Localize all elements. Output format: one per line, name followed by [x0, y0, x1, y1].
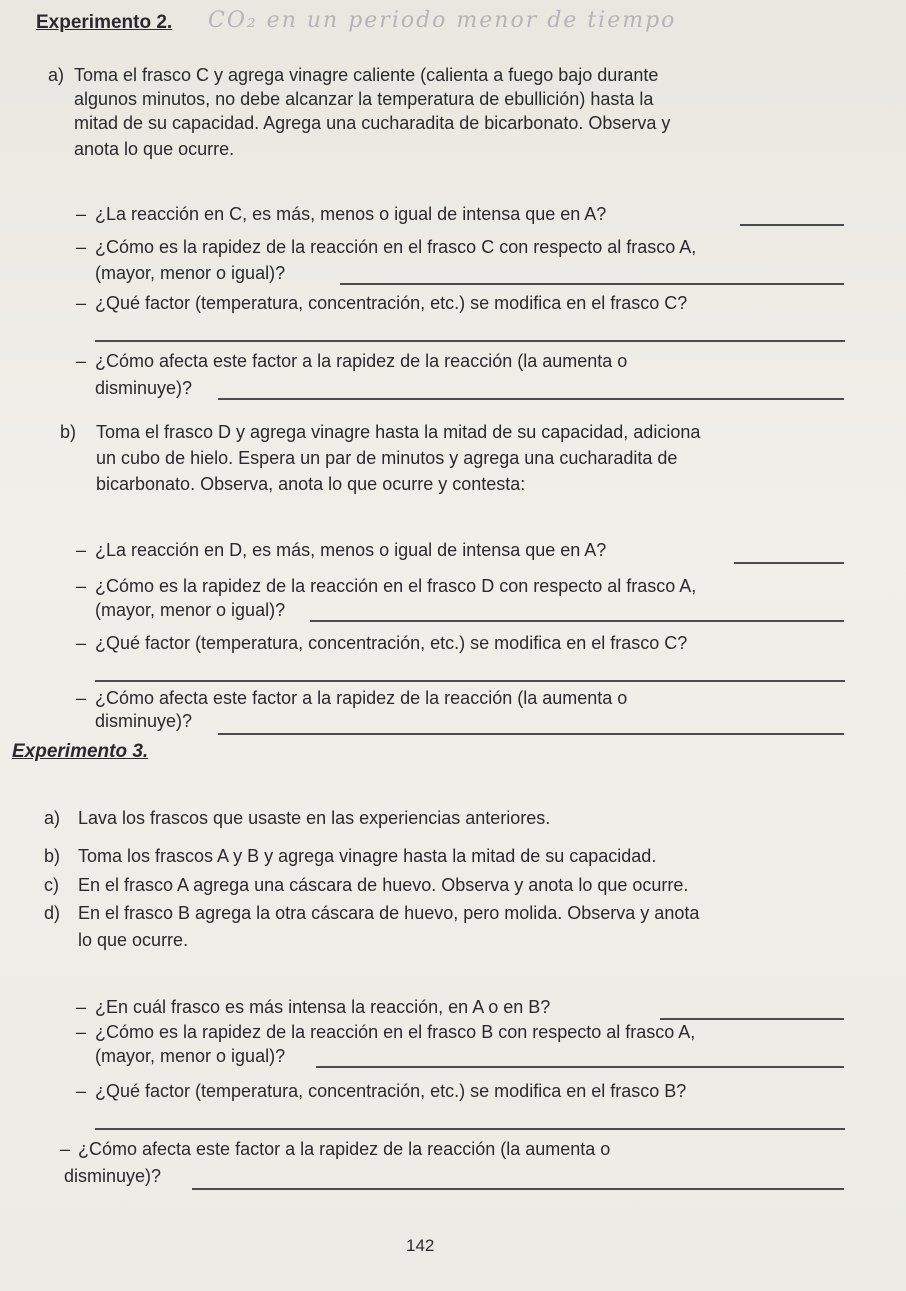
dash: – [76, 576, 87, 596]
dash: – [76, 540, 87, 560]
answer-line-2b-4[interactable] [218, 733, 844, 735]
answer-line-3-4[interactable] [192, 1188, 844, 1190]
answer-line-3-1[interactable] [660, 1018, 844, 1020]
question-2b-3: ¿Qué factor (temperatura, concentración, etc.) se modifica en el frasco C? [95, 633, 688, 653]
dash: – [60, 1139, 71, 1159]
step-a-line-3: mitad de su capacidad. Agrega una cucharadita de bicarbonato. Observa y [74, 113, 671, 133]
step-3c: En el frasco A agrega una cáscara de huevo. Observa y anota lo que ocurre. [78, 875, 689, 895]
step-a-line-1: Toma el frasco C y agrega vinagre caliente (calienta a fuego bajo durante [74, 65, 659, 85]
experiment-3-title: Experimento 3. [12, 741, 149, 762]
question-2a-4-line-2: disminuye)? [95, 378, 193, 398]
dash: – [76, 293, 87, 313]
question-2a-2-line-2: (mayor, menor o igual)? [95, 263, 286, 283]
step-3b: Toma los frascos A y B y agrega vinagre hasta la mitad de su capacidad. [78, 846, 657, 866]
question-3-1: ¿En cuál frasco es más intensa la reacción, en A o en B? [95, 997, 551, 1017]
answer-line-2a-3[interactable] [95, 340, 845, 342]
answer-line-3-2[interactable] [316, 1066, 844, 1068]
question-2a-4-line-1: ¿Cómo afecta este factor a la rapidez de la reacción (la aumenta o [95, 351, 628, 371]
question-3-2-line-1: ¿Cómo es la rapidez de la reacción en el frasco B con respecto al frasco A, [95, 1022, 696, 1042]
dash: – [76, 633, 87, 653]
question-2b-1: ¿La reacción en D, es más, menos o igual de intensa que en A? [95, 540, 607, 560]
question-2b-2-line-2: (mayor, menor o igual)? [95, 600, 286, 620]
step-3c-label: c) [44, 875, 59, 895]
dash: – [76, 204, 87, 224]
handwritten-note: CO₂ en un periodo menor de tiempo [208, 8, 677, 33]
dash: – [76, 997, 87, 1017]
dash: – [76, 688, 87, 708]
step-a-line-4: anota lo que ocurre. [74, 139, 235, 159]
step-3d-line-2: lo que ocurre. [78, 930, 189, 950]
dash: – [76, 1081, 87, 1101]
step-3d-label: d) [44, 903, 61, 923]
question-3-2-line-2: (mayor, menor o igual)? [95, 1046, 286, 1066]
question-3-4-line-1: ¿Cómo afecta este factor a la rapidez de la reacción (la aumenta o [78, 1139, 611, 1159]
dash: – [76, 237, 87, 257]
experiment-2-title: Experimento 2. [36, 12, 173, 33]
question-2b-2-line-1: ¿Cómo es la rapidez de la reacción en el frasco D con respecto al frasco A, [95, 576, 697, 596]
answer-line-2b-1[interactable] [734, 562, 844, 564]
step-3d-line-1: En el frasco B agrega la otra cáscara de huevo, pero molida. Observa y anota [78, 903, 700, 923]
step-b-line-3: bicarbonato. Observa, anota lo que ocurre y contesta: [96, 474, 526, 494]
step-3a-label: a) [44, 808, 61, 828]
step-b-line-1: Toma el frasco D y agrega vinagre hasta la mitad de su capacidad, adiciona [96, 422, 701, 442]
answer-line-2a-4[interactable] [218, 398, 844, 400]
answer-line-2b-3[interactable] [95, 680, 845, 682]
question-2b-4-line-1: ¿Cómo afecta este factor a la rapidez de la reacción (la aumenta o [95, 688, 628, 708]
question-2a-3: ¿Qué factor (temperatura, concentración, etc.) se modifica en el frasco C? [95, 293, 688, 313]
question-2b-4-line-2: disminuye)? [95, 711, 193, 731]
page-number: 142 [406, 1236, 435, 1255]
question-3-3: ¿Qué factor (temperatura, concentración, etc.) se modifica en el frasco B? [95, 1081, 687, 1101]
question-3-4-line-2: disminuye)? [64, 1166, 162, 1186]
dash: – [76, 351, 87, 371]
step-3a: Lava los frascos que usaste en las experiencias anteriores. [78, 808, 551, 828]
answer-line-2b-2[interactable] [310, 620, 844, 622]
step-a-label: a) [48, 65, 65, 85]
step-b-label: b) [60, 422, 77, 442]
step-a-line-2: algunos minutos, no debe alcanzar la temperatura de ebullición) hasta la [74, 89, 654, 109]
answer-line-3-3[interactable] [95, 1128, 845, 1130]
answer-line-2a-1[interactable] [740, 224, 844, 226]
answer-line-2a-2[interactable] [340, 283, 844, 285]
step-3b-label: b) [44, 846, 61, 866]
question-2a-2-line-1: ¿Cómo es la rapidez de la reacción en el frasco C con respecto al frasco A, [95, 237, 697, 257]
step-b-line-2: un cubo de hielo. Espera un par de minutos y agrega una cucharadita de [96, 448, 678, 468]
question-2a-1: ¿La reacción en C, es más, menos o igual de intensa que en A? [95, 204, 607, 224]
dash: – [76, 1022, 87, 1042]
